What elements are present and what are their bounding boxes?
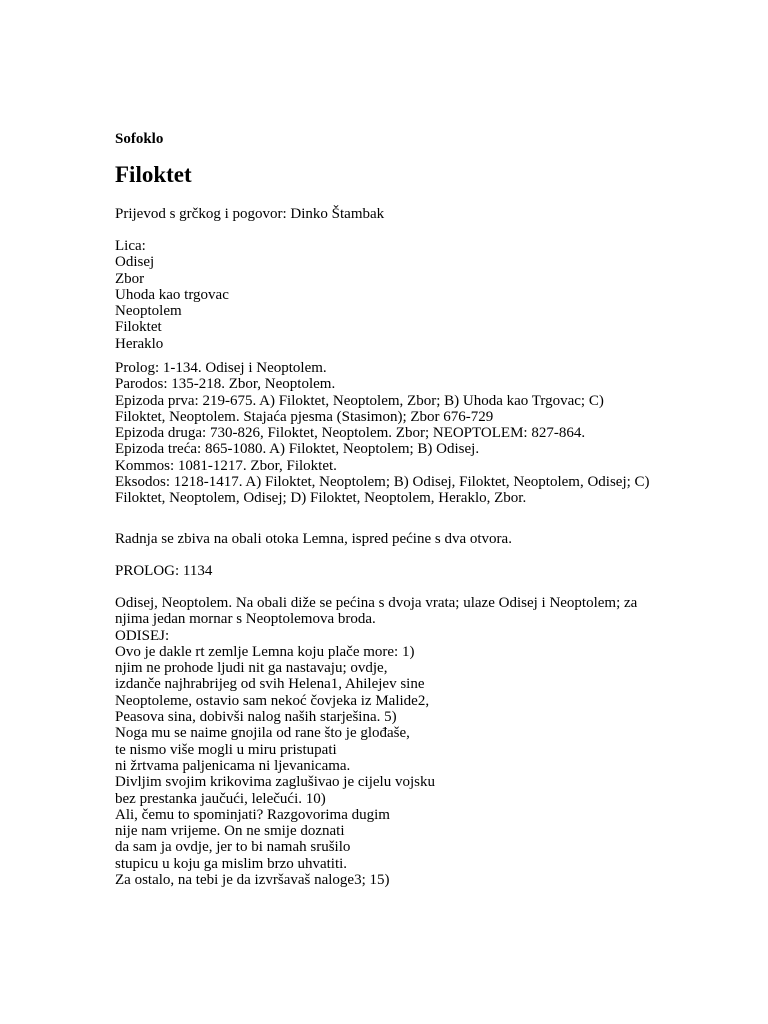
translator-credit (115, 206, 755, 222)
verse-line: stupicu u koju ga mislim brzo uhvatiti. (115, 855, 348, 872)
text-line: Odisej, Neoptolem. Na obali diže se pećina s dvoja vrata; ulaze Odisej i Neoptolem; za (115, 595, 638, 611)
structure-line: Epizoda treća: 865-1080. A) Filoktet, Neoptolem; B) Odisej. (115, 441, 480, 458)
cast-item: Zbor (115, 270, 145, 287)
prolog-heading (115, 563, 755, 579)
play-structure (115, 360, 755, 507)
verse-line: Peasova sina, dobivši nalog naših starješina. 5) (115, 709, 397, 726)
cast-item: Uhoda kao trgovac (115, 286, 229, 303)
verse-line: bez prestanka jaučući, lelečući. 10) (115, 790, 326, 807)
prolog-heading-line: PROLOG: 1134 (115, 563, 213, 579)
verse-line: Divljim svojim krikovima zaglušivao je cijelu vojsku (115, 774, 435, 791)
speaker-name: ODISEJ: (115, 627, 170, 644)
verse-line: njim ne prohode ljudi nit ga nastavaju; ovdje, (115, 660, 388, 677)
verse-line: ni žrtvama paljenicama ni ljevanicama. (115, 757, 351, 774)
verse-line: da sam ja ovdje, jer to bi namah srušilo (115, 839, 351, 856)
structure-line: Epizoda druga: 730-826, Filoktet, Neoptolem. Zbor; NEOPTOLEM: 827-864. (115, 425, 586, 442)
author-name: Sofoklo (115, 131, 164, 147)
structure-line: Epizoda prva: 219-675. A) Filoktet, Neoptolem, Zbor; B) Uhoda kao Trgovac; C) (115, 392, 604, 409)
cast-heading: Lica: (115, 238, 146, 254)
structure-line: Kommos: 1081-1217. Zbor, Filoktet. (115, 457, 337, 474)
structure-line: Prolog: 1-134. Odisej i Neoptolem. (115, 360, 327, 376)
verse-line: te nismo više mogli u miru pristupati (115, 741, 337, 758)
structure-line: Parodos: 135-218. Zbor, Neoptolem. (115, 376, 336, 393)
structure-line: Eksodos: 1218-1417. A) Filoktet, Neoptolem; B) Odisej, Filoktet, Neoptolem, Odisej; C) (115, 474, 650, 491)
structure-line: Filoktet, Neoptolem, Odisej; D) Filoktet, Neoptolem, Heraklo, Zbor. (115, 490, 527, 507)
translator-line: Prijevod s grčkog i pogovor: Dinko Štambak (115, 206, 385, 222)
verse-line: Za ostalo, na tebi je da izvršavaš naloge3; 15) (115, 872, 390, 889)
setting-paragraph (115, 531, 755, 547)
setting-line: Radnja se zbiva na obali otoka Lemna, ispred pećine s dva otvora. (115, 531, 512, 547)
structure-line: Filoktet, Neoptolem. Stajaća pjesma (Stasimon); Zbor 676-729 (115, 408, 494, 425)
text-line: njima jedan mornar s Neoptolemova broda. (115, 611, 376, 628)
verse-line: izdanče najhrabrijeg od svih Helena1, Ahilejev sine (115, 676, 425, 693)
cast-item: Filoktet (115, 319, 162, 336)
cast-list (115, 238, 755, 352)
verse-line: Noga mu se naime gnojila od rane što je glođaše, (115, 725, 410, 742)
play-text (115, 595, 755, 888)
cast-item: Neoptolem (115, 303, 182, 320)
verse-line: nije nam vrijeme. On ne smije doznati (115, 823, 345, 840)
verse-line: Ovo je dakle rt zemlje Lemna koju plače more: 1) (115, 643, 415, 660)
document-title: Filoktet (115, 162, 192, 187)
cast-item: Heraklo (115, 335, 164, 352)
verse-line: Ali, čemu to spominjati? Razgovorima dugim (115, 806, 390, 823)
verse-line: Neoptoleme, ostavio sam nekoć čovjeka iz Malide2, (115, 692, 430, 709)
cast-item: Odisej (115, 254, 155, 271)
